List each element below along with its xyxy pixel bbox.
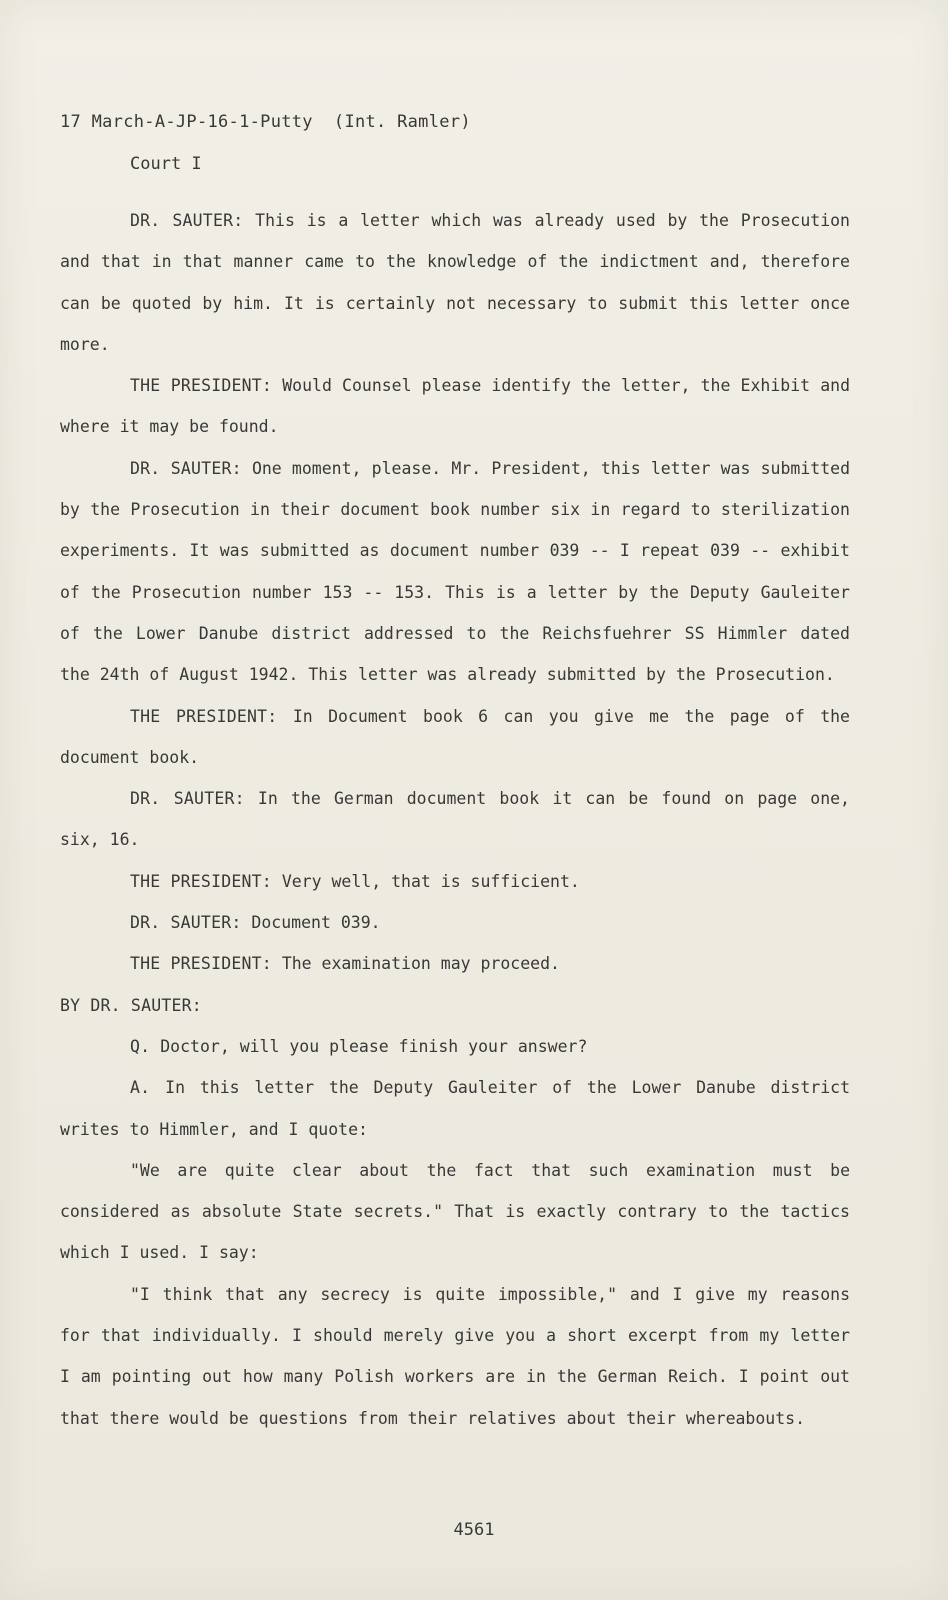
paragraph-text: The examination may proceed. [281, 954, 560, 974]
paragraph-text: One moment, please. Mr. President, this letter was submitted by the Prosecution in their document book number six in regard to sterilization experiments. It was submitted as document number 039 -- I repeat 039 -- exhibit of the Prosecution number 153 -- 153. This is a letter by the Deputy Gauleiter of the Lower Danube district addressed to the Reichsfuehrer SS Himmler dated the 24th of August 1942. This letter was already submitted by the Prosecution. [60, 458, 851, 685]
transcript-paragraph [60, 448, 850, 696]
speaker-label: DR. SAUTER: [130, 211, 244, 230]
speaker-label: DR. SAUTER: [130, 913, 242, 933]
speaker-label: BY DR. SAUTER: [60, 995, 202, 1015]
paragraph-text: In this letter the Deputy Gauleiter of the Lower Danube district writes to Himmler, and I quote: [60, 1078, 851, 1139]
transcript-paragraph [60, 1150, 850, 1274]
speaker-label: THE PRESIDENT: [130, 954, 272, 974]
paragraph-text: "We are quite clear about the fact that such examination must be considered as absolute State secrets." That is exactly contrary to the tactics which I used. I say: [60, 1160, 850, 1263]
transcript-paragraph [60, 365, 850, 448]
paragraph-text: In Document book 6 can you give me the page of the document book. [60, 706, 850, 767]
speaker-label: THE PRESIDENT: [130, 706, 278, 726]
transcript-paragraph [60, 861, 850, 902]
paragraph-text: Doctor, will you please finish your answer? [160, 1036, 588, 1056]
speaker-label: DR. SAUTER: [130, 789, 245, 809]
paragraph-text: In the German document book it can be found on page one, six, 16. [60, 789, 850, 850]
court-label: Court I [130, 154, 202, 174]
speaker-label: DR. SAUTER: [130, 458, 242, 478]
paragraph-text: Document 039. [251, 913, 381, 933]
page-number: 4561 [453, 1520, 495, 1540]
transcript-paragraph [60, 943, 850, 984]
paragraph-text: Would Counsel please identify the letter, the Exhibit and where it may be found. [60, 376, 851, 437]
speaker-label: THE PRESIDENT: [130, 871, 272, 891]
transcript-paragraph [60, 1067, 850, 1150]
transcript-paragraph [60, 1026, 850, 1067]
transcript-paragraph [60, 902, 850, 943]
transcript-paragraph [60, 985, 850, 1026]
transcript-paragraph [60, 200, 850, 365]
paragraph-text: "I think that any secrecy is quite impossible," and I give my reasons for that individually. I should merely give you a short excerpt from my letter I am pointing out how many Polish workers are in the German Reich. I point out that there would be questions from their relatives about their whereabouts. [60, 1284, 850, 1428]
transcript-paragraph [60, 696, 850, 779]
paragraph-text: This is a letter which was already used by the Prosecution and that in that manner came to the knowledge of the indictment and, therefore can be quoted by him. It is certainly not necessary to submit this letter once more. [60, 211, 850, 354]
transcript-body [60, 200, 850, 1439]
transcript-paragraph [60, 778, 850, 861]
speaker-label: Q. [130, 1036, 151, 1056]
paragraph-text: Very well, that is sufficient. [281, 871, 580, 891]
speaker-label: THE PRESIDENT: [130, 376, 273, 396]
transcript-paragraph [60, 1274, 850, 1439]
speaker-label: A. [130, 1078, 151, 1098]
page-header-reference: 17 March-A-JP-16-1-Putty (Int. Ramler) [60, 112, 471, 132]
